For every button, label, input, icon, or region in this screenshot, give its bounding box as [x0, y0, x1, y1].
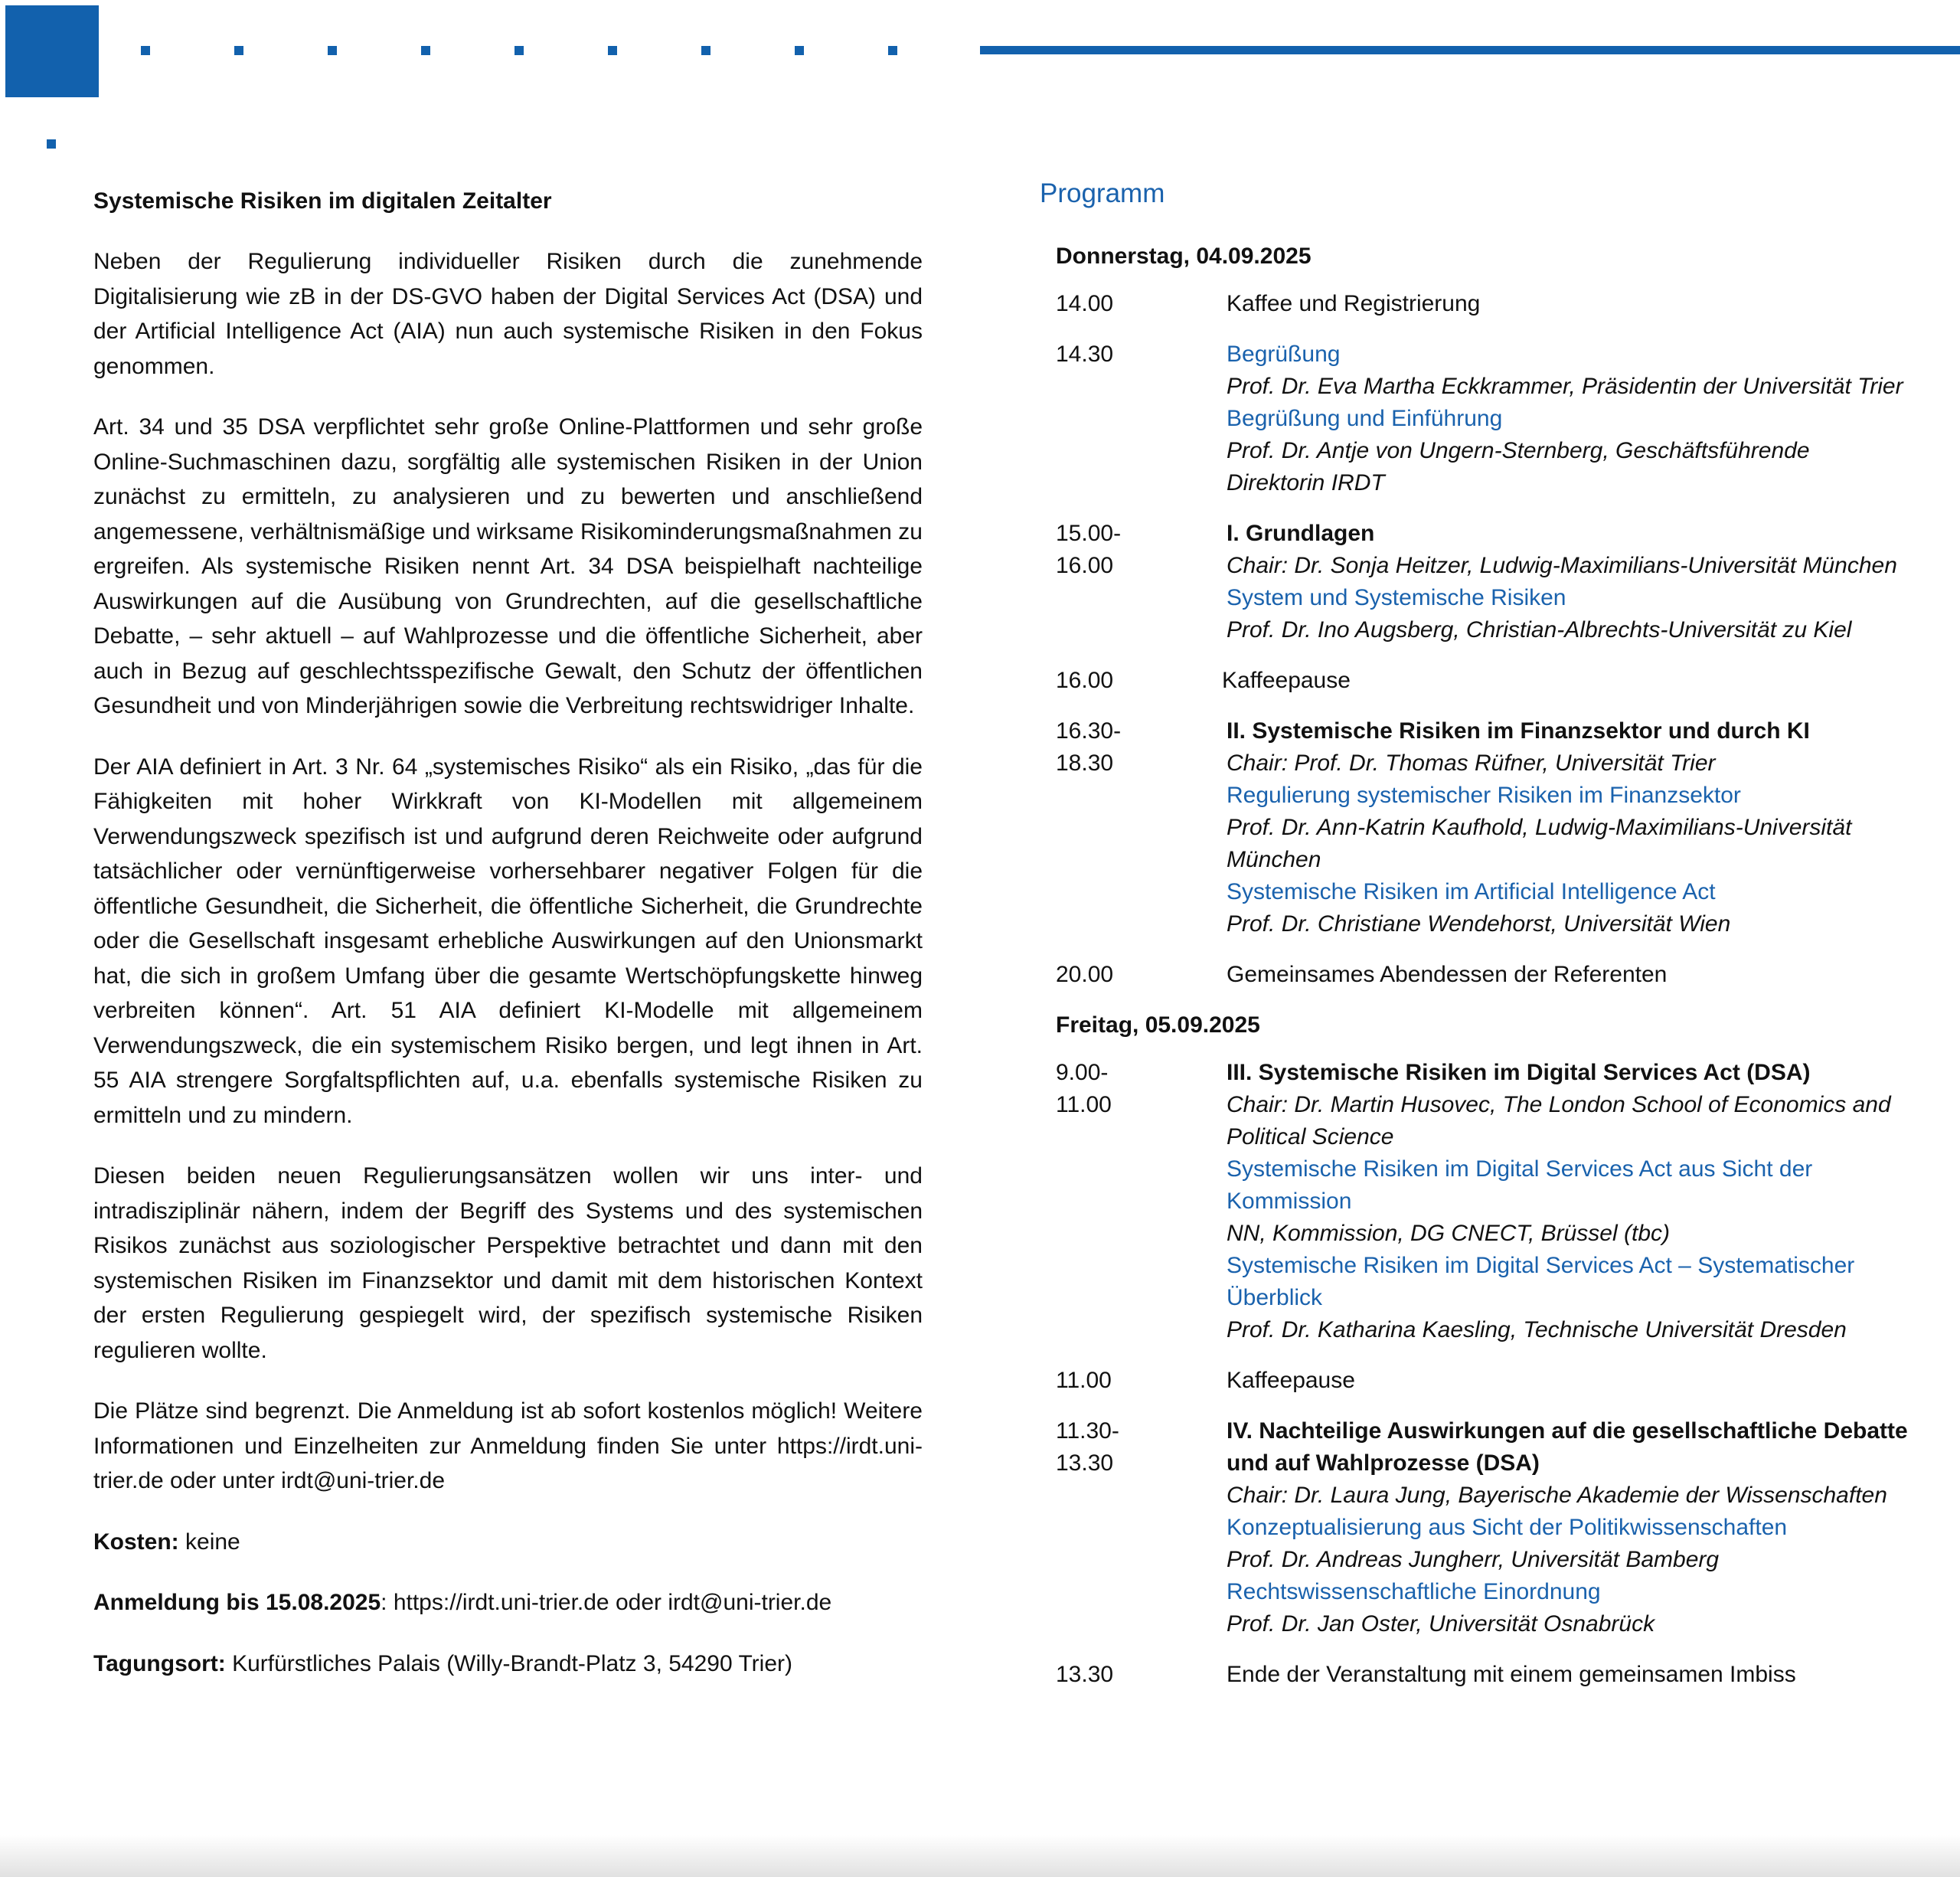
speaker: Prof. Dr. Eva Martha Eckkrammer, Präsidentin der Universität Trier: [1227, 374, 1903, 399]
time-end: 13.30: [1056, 1450, 1114, 1476]
program-row: [1040, 715, 1913, 940]
time-end: 11.00: [1056, 1092, 1112, 1117]
event-text: Kaffee und Registrierung: [1227, 291, 1481, 316]
venue-label: Tagungsort:: [93, 1650, 226, 1676]
speaker: Prof. Dr. Antje von Ungern-Sternberg, Geschäftsführende Direktorin IRDT: [1227, 438, 1810, 495]
venue-value: Kurfürstliches Palais (Willy-Brandt-Platz 3, 54290 Trier): [225, 1650, 792, 1676]
time-start: 11.30-: [1056, 1418, 1119, 1444]
decor-dot: [47, 139, 56, 149]
costs-label: Kosten:: [93, 1529, 179, 1555]
time-slot: 13.30: [1056, 1662, 1114, 1687]
time-start: 9.00-: [1056, 1060, 1109, 1085]
costs-line: [93, 1525, 923, 1560]
registration-info: Die Plätze sind begrenzt. Die Anmeldung ist ab sofort kostenlos möglich! Weitere Informationen und Einzelheiten zur Anmeldung finden Sie unter https://irdt.uni-trier.de oder unter irdt@uni-trier.de: [93, 1398, 923, 1493]
event-text: Kaffeepause: [1227, 1368, 1355, 1393]
day-heading: Donnerstag, 04.09.2025: [1056, 244, 1312, 269]
speaker: Prof. Dr. Jan Oster, Universität Osnabrück: [1227, 1611, 1655, 1637]
time-start: 15.00-: [1056, 521, 1122, 546]
time-end: 16.00: [1056, 553, 1114, 578]
registration-value: : https://irdt.uni-trier.de oder irdt@uni-trier.de: [381, 1590, 832, 1615]
page-edge-shadow: [0, 1835, 1960, 1877]
registration-label: Anmeldung bis 15.08.2025: [93, 1590, 381, 1615]
talk-title: Regulierung systemischer Risiken im Finanzsektor: [1227, 783, 1741, 808]
decor-dot: [421, 46, 430, 55]
session-title: II. Systemische Risiken im Finanzsektor und durch KI: [1227, 718, 1810, 744]
intro-paragraph: Art. 34 und 35 DSA verpflichtet sehr große Online-Plattformen und sehr große Online-Suchmaschinen dazu, sorgfältig alle systemischen Risiken in der Union zunächst zu ermitteln, zu analysieren und zu bewerten und anschließend angemessene, verhältnismäßige und wirksame Risikominderungsmaßnahmen zu ergreifen. Als systemische Risiken nennt Art. 34 DSA beispielhaft nachteilige Auswirkungen auf die Ausübung von Grundrechten, auf die gesellschaftliche Debatte, – sehr aktuell – auf Wahlprozesse und die öffentliche Sicherheit, aber auch in Bezug auf geschlechtsspezifische Gewalt, den Schutz der öffentlichen Gesundheit und von Minderjährigen sowie die Verbreitung rechtswidriger Inhalte.: [93, 414, 923, 718]
intro-paragraph: Diesen beiden neuen Regulierungsansätzen wollen wir uns inter- und intradisziplinär nähern, indem der Begriff des Systems und des systemischen Risikos zunächst aus soziologischer Perspektive betrachtet und dann mit den systemischen Risiken im Finanzsektor und damit mit dem historischen Kontext der ersten Regulierung gespiegelt wird, der spezifisch systemische Risiken regulieren wollte.: [93, 1163, 923, 1363]
time-slot: 20.00: [1056, 962, 1114, 987]
talk-title: Rechtswissenschaftliche Einordnung: [1227, 1579, 1601, 1604]
time-slot: 14.30: [1056, 342, 1114, 367]
decor-dot: [514, 46, 524, 55]
session-title: III. Systemische Risiken im Digital Services Act (DSA): [1227, 1060, 1811, 1085]
decor-dot: [328, 46, 337, 55]
event-text: Ende der Veranstaltung mit einem gemeinsamen Imbiss: [1227, 1662, 1796, 1687]
event-text: Gemeinsames Abendessen der Referenten: [1227, 962, 1668, 987]
session-chair: Chair: Dr. Laura Jung, Bayerische Akademie der Wissenschaften: [1227, 1483, 1887, 1508]
speaker: Prof. Dr. Ann-Katrin Kaufhold, Ludwig-Maximilians-Universität München: [1227, 815, 1852, 872]
venue-line: [93, 1646, 923, 1682]
program-row: [1040, 665, 1913, 697]
program-column: [1040, 175, 1913, 1709]
program-row: [1040, 959, 1913, 991]
intro-heading: Systemische Risiken im digitalen Zeitalter: [93, 188, 552, 214]
program-row: [1040, 1365, 1913, 1397]
decor-dot: [888, 46, 897, 55]
session-title: I. Grundlagen: [1227, 521, 1375, 546]
program-row: [1040, 1415, 1913, 1640]
program-row: [1040, 518, 1913, 646]
program-row: [1040, 338, 1913, 499]
decor-dot: [795, 46, 804, 55]
program-row: [1040, 288, 1913, 320]
program-row: [1040, 1057, 1913, 1346]
talk-title: Begrüßung und Einführung: [1227, 406, 1503, 431]
session-chair: Chair: Dr. Martin Husovec, The London School of Economics and Political Science: [1227, 1092, 1891, 1149]
time-slot: 16.00: [1056, 668, 1114, 693]
time-slot: 14.00: [1056, 291, 1114, 316]
intro-paragraph: Neben der Regulierung individueller Risiken durch die zunehmende Digitalisierung wie zB in der DS-GVO haben der Digital Services Act (DSA) und der Artificial Intelligence Act (AIA) nun auch systemische Risiken in den Fokus genommen.: [93, 249, 923, 379]
decor-dot: [141, 46, 150, 55]
intro-column: [93, 184, 923, 1707]
time-slot: 11.00: [1056, 1368, 1112, 1393]
talk-title: Systemische Risiken im Artificial Intelligence Act: [1227, 879, 1716, 904]
talk-title: Konzeptualisierung aus Sicht der Politikwissenschaften: [1227, 1515, 1788, 1540]
time-end: 18.30: [1056, 750, 1114, 776]
costs-value: keine: [178, 1529, 240, 1555]
time-slot: [1040, 1415, 1227, 1640]
program-row: [1040, 1659, 1913, 1691]
time-slot: [1040, 715, 1227, 940]
talk-title: Systemische Risiken im Digital Services Act aus Sicht der Kommission: [1227, 1156, 1813, 1214]
day-heading: Freitag, 05.09.2025: [1056, 1012, 1260, 1038]
registration-line: [93, 1585, 923, 1620]
decor-dot: [608, 46, 617, 55]
event-text: Kaffeepause: [1222, 668, 1351, 693]
header-bar: [980, 46, 1960, 54]
decor-dot: [701, 46, 710, 55]
session-chair: Chair: Prof. Dr. Thomas Rüfner, Universität Trier: [1227, 750, 1716, 776]
logo-square: [5, 5, 99, 97]
talk-title: Systemische Risiken im Digital Services Act – Systematischer Überblick: [1227, 1253, 1855, 1310]
speaker: Prof. Dr. Katharina Kaesling, Technische Universität Dresden: [1227, 1317, 1847, 1342]
time-start: 16.30-: [1056, 718, 1122, 744]
intro-paragraph: Der AIA definiert in Art. 3 Nr. 64 „systemisches Risiko“ als ein Risiko, „das für die Fähigkeiten mit hoher Wirkkraft von KI-Modellen mit allgemeinem Verwendungszweck spezifisch ist und aufgrund deren Reichweite oder aufgrund tatsächlicher oder vernünftigerweise vorhersehbarer negativer Folgen für die öffentliche Gesundheit, die Sicherheit, die öffentliche Sicherheit, die Grundrechte oder die Gesellschaft insgesamt erhebliche Auswirkungen auf den Unionsmarkt hat, die sich in großem Umfang über die gesamte Wertschöpfungskette hinweg verbreiten können“. Art. 51 AIA definiert KI-Modelle mit allgemeinem Verwendungszweck, die ein systemischem Risiko bergen, und legt ihnen in Art. 55 AIA strengere Sorgfaltspflichten auf, u.a. ebenfalls systemische Risiken zu ermitteln und zu mindern.: [93, 754, 923, 1128]
session-title: IV. Nachteilige Auswirkungen auf die gesellschaftliche Debatte und auf Wahlprozesse (DSA): [1227, 1418, 1908, 1476]
speaker: NN, Kommission, DG CNECT, Brüssel (tbc): [1227, 1221, 1670, 1246]
program-title: Programm: [1040, 178, 1165, 208]
speaker: Prof. Dr. Christiane Wendehorst, Universität Wien: [1227, 911, 1731, 937]
talk-title: System und Systemische Risiken: [1227, 585, 1566, 610]
time-slot: [1040, 1057, 1227, 1346]
time-slot: [1040, 518, 1227, 646]
speaker: Prof. Dr. Andreas Jungherr, Universität Bamberg: [1227, 1547, 1720, 1572]
speaker: Prof. Dr. Ino Augsberg, Christian-Albrechts-Universität zu Kiel: [1227, 617, 1852, 643]
session-chair: Chair: Dr. Sonja Heitzer, Ludwig-Maximilians-Universität München: [1227, 553, 1897, 578]
talk-title: Begrüßung: [1227, 342, 1341, 367]
decor-dot: [234, 46, 243, 55]
